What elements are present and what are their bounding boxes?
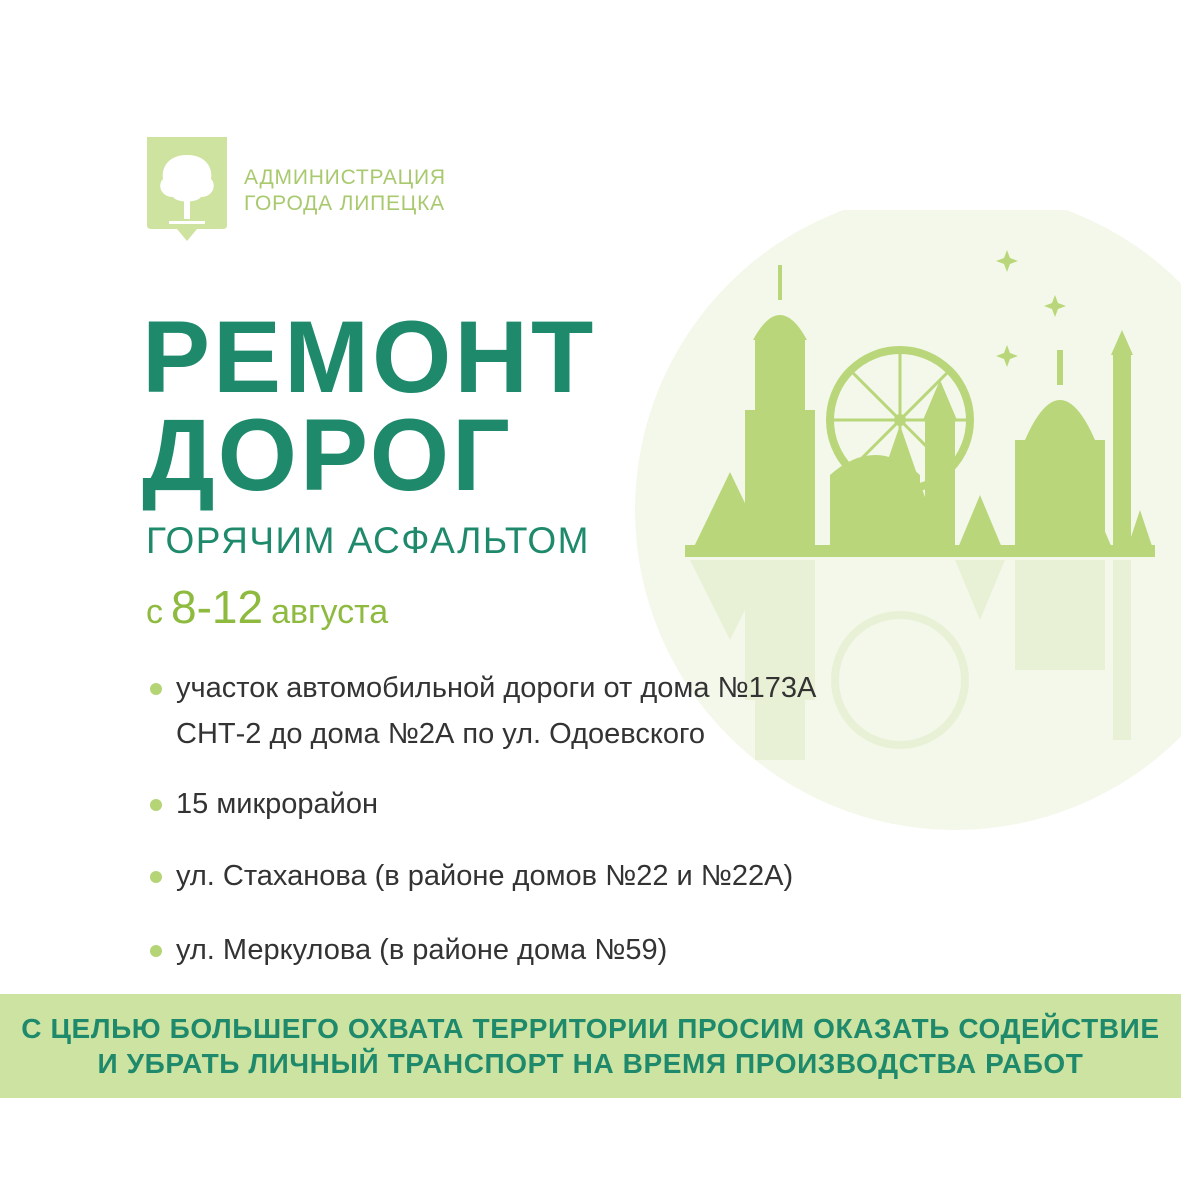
notice-banner (0, 994, 1181, 1098)
bullet-dot-icon (150, 683, 162, 695)
location-list (150, 665, 816, 973)
list-item (150, 853, 816, 899)
page-title (142, 300, 597, 512)
list-item-text: 15 микрорайон (176, 788, 378, 820)
list-item (150, 665, 816, 757)
tree-shield-emblem-icon (147, 137, 227, 241)
list-item (150, 781, 816, 827)
page-subtitle: ГОРЯЧИМ АСФАЛЬТОМ (146, 520, 590, 561)
list-item-text-continuation: СНТ-2 до дома №2А по ул. Одоевского (176, 718, 706, 750)
date-prefix: с (146, 593, 163, 631)
organization-name (244, 165, 446, 217)
list-item-text: участок автомобильной дороги от дома №173А (176, 672, 817, 704)
title-line2: ДОРОГ (142, 398, 513, 512)
date-days: 8-12 (171, 581, 264, 633)
date-month: августа (271, 593, 389, 631)
list-item (150, 927, 816, 973)
organization-name-line2: ГОРОДА ЛИПЕЦКА (244, 192, 445, 215)
list-item-text: ул. Меркулова (в районе дома №59) (176, 934, 668, 966)
list-item-text: ул. Стаханова (в районе домов №22 и №22А) (176, 860, 794, 892)
notice-line2: И УБРАТЬ ЛИЧНЫЙ ТРАНСПОРТ НА ВРЕМЯ ПРОИЗВОДСТВА РАБОТ (97, 1048, 1084, 1079)
title-line1: РЕМОНТ (142, 300, 597, 414)
date-range (146, 580, 388, 634)
bullet-dot-icon (150, 799, 162, 811)
notice-line1: С ЦЕЛЬЮ БОЛЬШЕГО ОХВАТА ТЕРРИТОРИИ ПРОСИМ ОКАЗАТЬ СОДЕЙСТВИЕ (21, 1013, 1160, 1044)
bullet-dot-icon (150, 871, 162, 883)
organization-name-line1: АДМИНИСТРАЦИЯ (244, 166, 446, 189)
bullet-dot-icon (150, 945, 162, 957)
